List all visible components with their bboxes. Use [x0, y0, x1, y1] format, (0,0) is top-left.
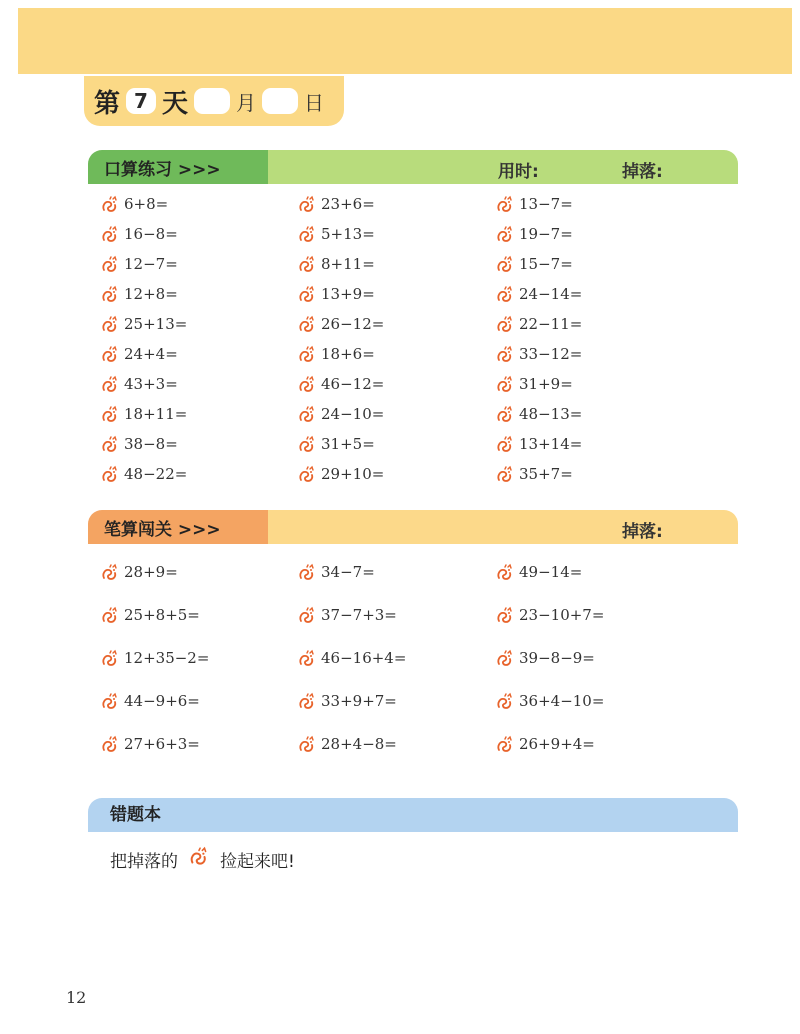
dragon-icon	[100, 225, 120, 245]
problem-item	[297, 649, 406, 669]
collect-text-after: 捡起来吧!	[220, 852, 295, 872]
day-prefix: 第	[94, 88, 121, 119]
problem-text: 24−10=	[321, 405, 385, 423]
problem-item	[495, 195, 573, 215]
problem-item	[495, 405, 582, 425]
dragon-icon	[297, 563, 317, 583]
written-math-bar	[88, 510, 738, 544]
problem-text: 13+9=	[321, 285, 375, 303]
dragon-icon	[297, 649, 317, 669]
problem-text: 36+4−10=	[519, 692, 605, 710]
month-label: 月	[236, 90, 257, 115]
problem-text: 12+8=	[124, 285, 178, 303]
problem-item	[297, 606, 397, 626]
problem-text: 12−7=	[124, 255, 178, 273]
problem-item	[495, 375, 573, 395]
problem-text: 48−22=	[124, 465, 188, 483]
problem-text: 16−8=	[124, 225, 178, 243]
problem-text: 18+11=	[124, 405, 188, 423]
problem-text: 13−7=	[519, 195, 573, 213]
problem-text: 18+6=	[321, 345, 375, 363]
problem-text: 12+35−2=	[124, 649, 210, 667]
dragon-icon	[495, 465, 515, 485]
problem-item	[495, 692, 604, 712]
dragon-icon	[495, 315, 515, 335]
dragon-icon	[495, 285, 515, 305]
problem-item	[100, 375, 178, 395]
problem-text: 28+9=	[124, 563, 178, 581]
problem-text: 6+8=	[124, 195, 169, 213]
problem-item	[495, 225, 573, 245]
problem-item	[100, 692, 200, 712]
dragon-icon	[100, 606, 120, 626]
problem-text: 24+4=	[124, 345, 178, 363]
mental-math-title: 口算练习 >>>	[88, 150, 268, 184]
dragon-icon	[100, 435, 120, 455]
dragon-icon	[188, 846, 210, 868]
dragon-icon	[297, 435, 317, 455]
dragon-icon	[495, 255, 515, 275]
dragon-icon	[100, 692, 120, 712]
dragon-icon	[297, 315, 317, 335]
problem-item	[100, 649, 209, 669]
problem-text: 23+6=	[321, 195, 375, 213]
problem-text: 38−8=	[124, 435, 178, 453]
dragon-icon	[297, 225, 317, 245]
dragon-icon	[297, 606, 317, 626]
dragon-icon	[100, 315, 120, 335]
problem-item	[297, 405, 384, 425]
problem-item	[100, 563, 178, 583]
problem-item	[100, 315, 187, 335]
problem-text: 8+11=	[321, 255, 375, 273]
dragon-icon	[495, 735, 515, 755]
dragon-icon	[297, 375, 317, 395]
problem-item	[100, 435, 178, 455]
problem-item	[297, 345, 375, 365]
dragon-icon	[297, 285, 317, 305]
problem-text: 19−7=	[519, 225, 573, 243]
date-blank[interactable]	[262, 88, 298, 114]
day-number: 7	[126, 88, 156, 114]
dragon-icon	[495, 435, 515, 455]
problem-text: 22−11=	[519, 315, 583, 333]
written-math-title: 笔算闯关 >>>	[88, 510, 268, 544]
problem-item	[297, 195, 375, 215]
problem-text: 31+9=	[519, 375, 573, 393]
problem-item	[100, 465, 187, 485]
collect-instruction	[110, 846, 295, 873]
problem-text: 27+6+3=	[124, 735, 200, 753]
mental-math-bar	[88, 150, 738, 184]
problem-item	[297, 692, 397, 712]
dragon-icon	[495, 405, 515, 425]
dragon-icon	[495, 649, 515, 669]
problem-text: 46−12=	[321, 375, 385, 393]
problem-text: 5+13=	[321, 225, 375, 243]
problem-text: 33−12=	[519, 345, 583, 363]
dragon-icon	[100, 735, 120, 755]
problem-text: 24−14=	[519, 285, 583, 303]
problem-item	[297, 285, 375, 305]
dragon-icon	[100, 285, 120, 305]
mistake-book-title: 错题本	[110, 805, 161, 825]
time-label: 用时:	[498, 162, 539, 182]
dragon-icon	[100, 255, 120, 275]
problem-item	[100, 606, 200, 626]
problem-text: 39−8−9=	[519, 649, 595, 667]
dragon-icon	[100, 195, 120, 215]
month-blank[interactable]	[194, 88, 230, 114]
problem-text: 28+4−8=	[321, 735, 397, 753]
dragon-icon	[495, 345, 515, 365]
dragon-icon	[495, 195, 515, 215]
day-header	[84, 76, 344, 126]
problem-item	[100, 285, 178, 305]
mistake-book-bar	[88, 798, 738, 832]
day-suffix: 天	[162, 88, 189, 119]
problem-item	[297, 435, 375, 455]
problem-text: 48−13=	[519, 405, 583, 423]
dragon-icon	[100, 375, 120, 395]
problem-item	[100, 225, 178, 245]
problem-text: 44−9+6=	[124, 692, 200, 710]
dragon-icon	[297, 345, 317, 365]
problem-item	[297, 375, 384, 395]
problem-text: 13+14=	[519, 435, 583, 453]
top-color-band	[18, 8, 792, 74]
dragon-icon	[100, 405, 120, 425]
dragon-icon	[178, 846, 220, 873]
collect-text-before: 把掉落的	[110, 852, 178, 872]
problem-item	[495, 285, 582, 305]
problem-item	[297, 255, 375, 275]
problem-text: 35+7=	[519, 465, 573, 483]
problem-item	[297, 225, 375, 245]
problem-text: 23−10+7=	[519, 606, 605, 624]
problem-item	[297, 735, 397, 755]
problem-item	[495, 735, 595, 755]
dragon-icon	[297, 195, 317, 215]
page-number: 12	[66, 988, 87, 1007]
problem-item	[100, 255, 178, 275]
problem-text: 43+3=	[124, 375, 178, 393]
problem-item	[495, 315, 582, 335]
problem-item	[495, 345, 582, 365]
date-label: 日	[304, 90, 325, 115]
problem-text: 49−14=	[519, 563, 583, 581]
dragon-icon	[495, 606, 515, 626]
dragon-icon	[297, 255, 317, 275]
dragon-icon	[495, 563, 515, 583]
problem-text: 15−7=	[519, 255, 573, 273]
dragon-icon	[100, 649, 120, 669]
problem-text: 33+9+7=	[321, 692, 397, 710]
problem-text: 26−12=	[321, 315, 385, 333]
problem-item	[495, 649, 595, 669]
dragon-icon	[100, 345, 120, 365]
problem-text: 31+5=	[321, 435, 375, 453]
problem-item	[297, 563, 375, 583]
dragon-icon	[495, 225, 515, 245]
problem-text: 34−7=	[321, 563, 375, 581]
problem-item	[495, 465, 573, 485]
problem-item	[495, 606, 604, 626]
problem-text: 46−16+4=	[321, 649, 407, 667]
dragon-icon	[495, 692, 515, 712]
problem-item	[100, 195, 168, 215]
problem-text: 37−7+3=	[321, 606, 397, 624]
dragon-icon	[297, 405, 317, 425]
problem-item	[100, 345, 178, 365]
problem-text: 25+8+5=	[124, 606, 200, 624]
problem-item	[495, 255, 573, 275]
dragon-icon	[495, 375, 515, 395]
dragon-icon	[297, 735, 317, 755]
problem-item	[297, 315, 384, 335]
dragon-icon	[297, 692, 317, 712]
problem-item	[495, 435, 582, 455]
dragon-icon	[100, 465, 120, 485]
problem-text: 29+10=	[321, 465, 385, 483]
problem-item	[495, 563, 582, 583]
mental-drop-label: 掉落:	[622, 162, 663, 182]
problem-text: 25+13=	[124, 315, 188, 333]
problem-item	[100, 405, 187, 425]
problem-item	[100, 735, 200, 755]
written-drop-label: 掉落:	[622, 522, 663, 542]
problem-text: 26+9+4=	[519, 735, 595, 753]
dragon-icon	[100, 563, 120, 583]
problem-item	[297, 465, 384, 485]
dragon-icon	[297, 465, 317, 485]
